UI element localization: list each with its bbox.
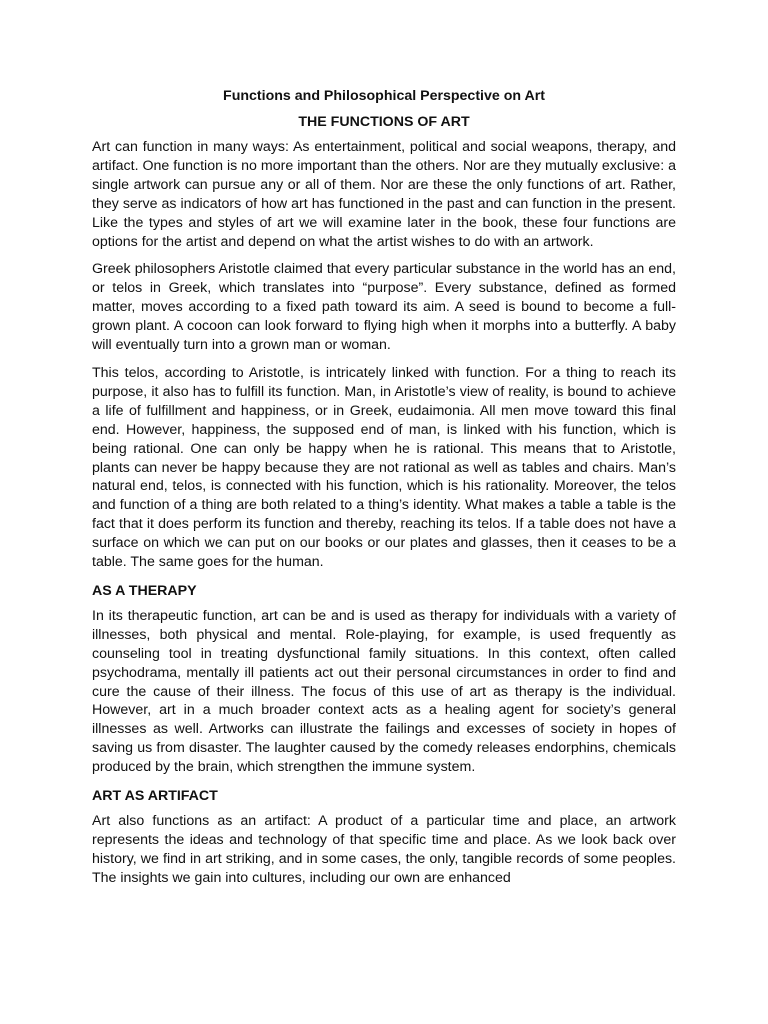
section-title-functions: THE FUNCTIONS OF ART [298, 114, 470, 130]
paragraph-intro-2: Greek philosophers Aristotle claimed that every particular substance in the world has an end, or telos in Greek, which translates into “purpose”. Every substance, defined as formed matter, moves according to a fixed path toward its aim. A seed is bound to become a full-grown plant. A cocoon can look forward to flying high when it morphs into a butterfly. A baby will eventually turn into a grown man or woman. [92, 261, 676, 354]
document-title: Functions and Philosophical Perspective on Art [223, 88, 545, 104]
section-heading-artifact: ART AS ARTIFACT [92, 788, 218, 805]
paragraph-therapy: In its therapeutic function, art can be and is used as therapy for individuals with a variety of illnesses, both physical and mental. Role-playing, for example, is used frequently as counseling tool in treating dysfunctional family situations. In this context, often called psychodrama, mentally ill patients act out their personal circumstances in order to find and cure the cause of their illness. The focus of this use of art as therapy is the individual. However, art in a much broader context acts as a healing agent for society’s general illnesses as well. Artworks can illustrate the failings and excesses of society in hopes of saving us from disaster. The laughter caused by the comedy releases endorphins, chemicals produced by the brain, which strengthen the immune system. [92, 607, 676, 776]
paragraph-intro-3: This telos, according to Aristotle, is intricately linked with function. For a thing to reach its purpose, it also has to fulfill its function. Man, in Aristotle’s view of reality, is bound to achieve a life of fulfillment and happiness, or in Greek, eudaimonia. All men move toward this final end. However, happiness, the supposed end of man, is linked with his function, which is being rational. One can only be happy when he is rational. This means that to Aristotle, plants can never be happy because they are not rational as well as tables and chairs. Man’s natural end, telos, is connected with his function, which is his rationality. Moreover, the telos and function of a thing are both related to a thing’s identity. What makes a table a table is the fact that it does perform its function and thereby, reaching its telos. If a table does not have a surface on which we can put on our books or our plates and glasses, then it ceases to be a table. The same goes for the human. [92, 364, 676, 571]
paragraph-intro-1: Art can function in many ways: As entertainment, political and social weapons, therapy, and artifact. One function is no more important than the others. Nor are they mutually exclusive: a single artwork can pursue any or all of them. Nor are these the only functions of art. Rather, they serve as indicators of how art has functioned in the past and can function in the present. Like the types and styles of art we will examine later in the book, these four functions are options for the artist and depend on what the artist wishes to do with an artwork. [92, 139, 676, 250]
paragraph-artifact: Art also functions as an artifact: A product of a particular time and place, an artwork represents the ideas and technology of that specific time and place. As we look back over history, we find in art striking, and in some cases, the only, tangible records of some peoples. The insights we gain into cultures, including our own are enhanced [92, 813, 676, 886]
section-heading-therapy: AS A THERAPY [92, 582, 197, 599]
